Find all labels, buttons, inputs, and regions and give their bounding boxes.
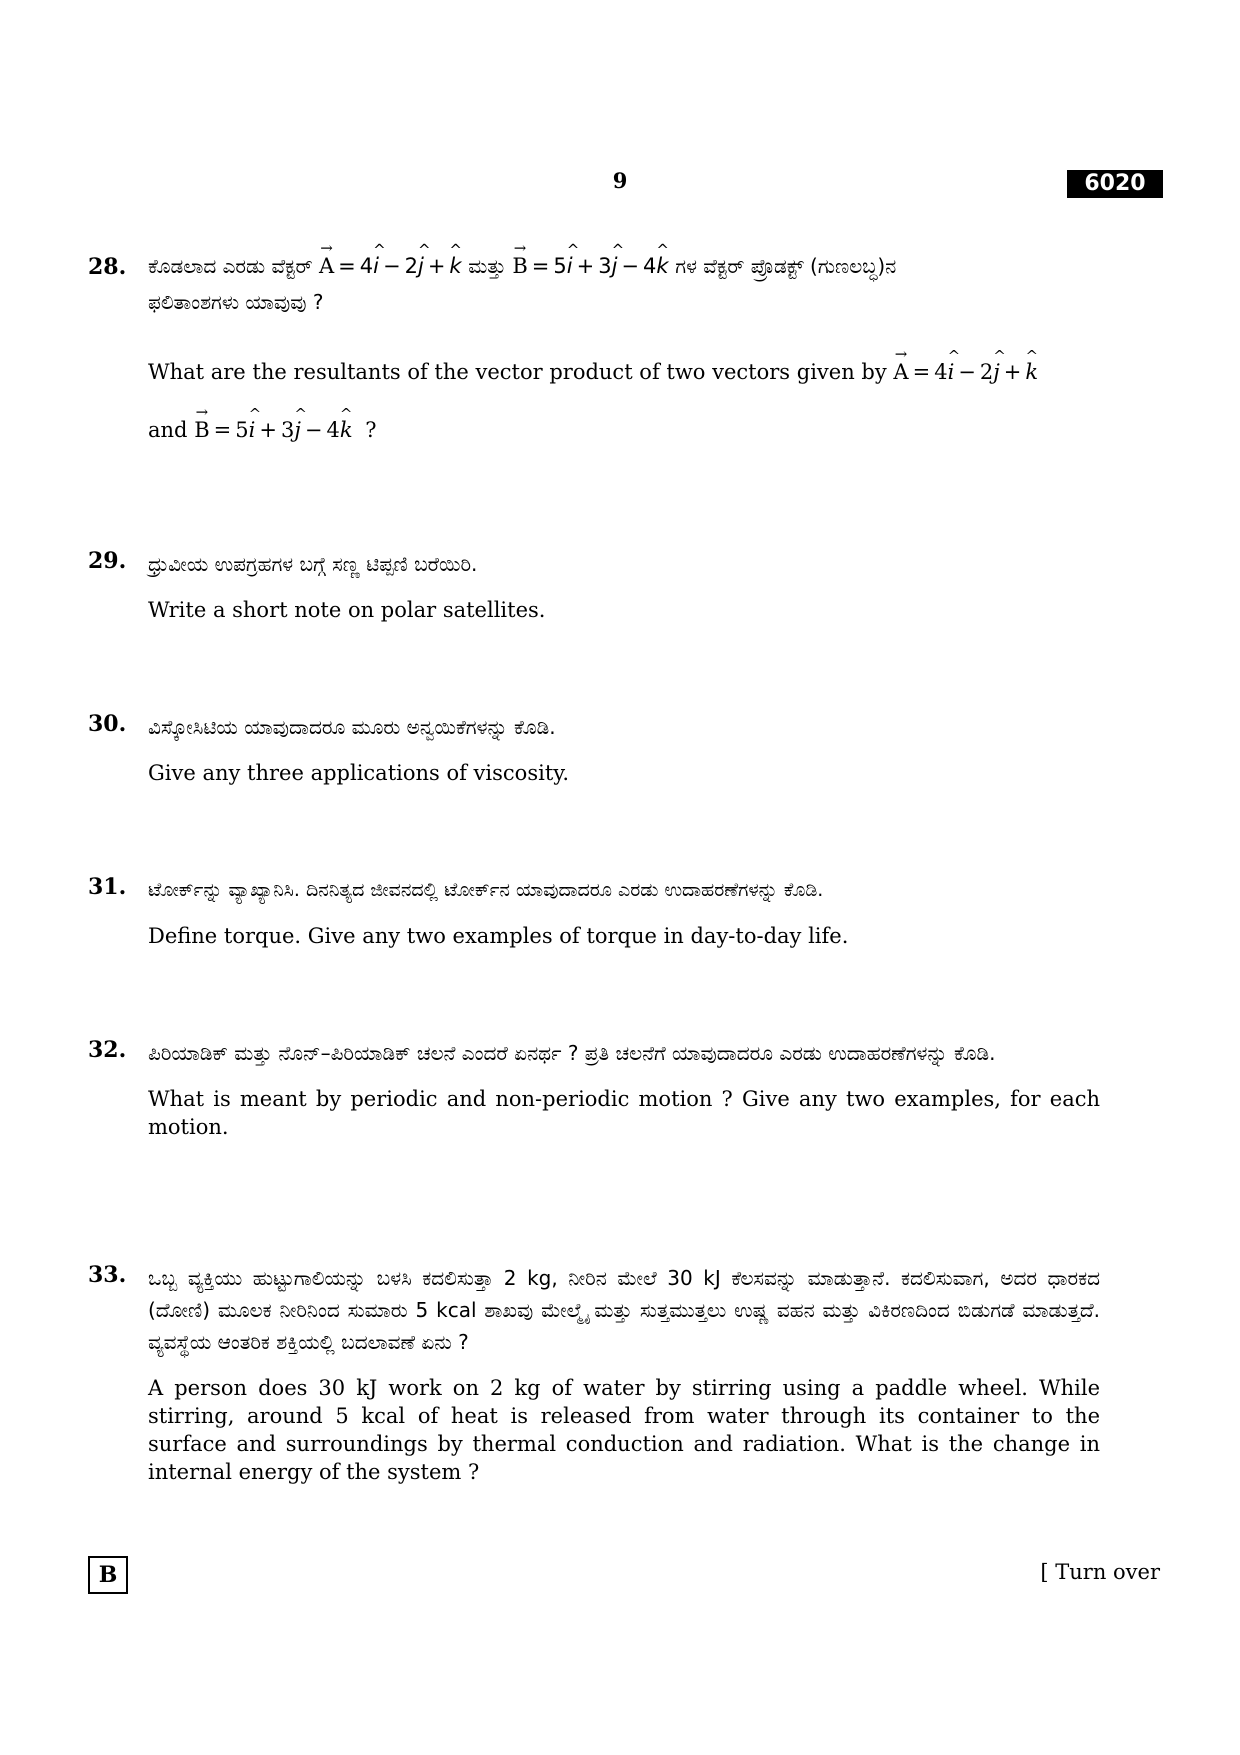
question-33 (88, 1262, 1100, 1486)
question-kannada: ಟೋರ್ಕ್‌ನ್ನು ವ್ಯಾಖ್ಯಾನಿಸಿ. ದಿನನಿತ್ಯದ ಜೀವನದಲ್ಲಿ ಟೋರ್ಕ್‌ನ ಯಾವುದಾದರೂ ಎರಡು ಉದಾಹರಣೆಗಳನ್ನು ಕೊಡಿ. (148, 879, 824, 901)
question-english-line2: and → B = 5 ^ i + 3 ^ j − 4 ^ k ? (148, 403, 377, 442)
question-english: Write a short note on polar satellites. (148, 598, 546, 622)
turn-over-label: [ Turn over (1040, 1560, 1160, 1584)
question-kannada: ಧ್ರುವೀಯ ಉಪಗ್ರಹಗಳ ಬಗ್ಗೆ ಸಣ್ಣ ಟಿಪ್ಪಣಿ ಬರೆಯಿರಿ. (148, 552, 478, 576)
question-kannada: ಪಿರಿಯಾಡಿಕ್ ಮತ್ತು ನೊನ್–ಪಿರಿಯಾಡಿಕ್ ಚಲನೆ ಎಂದರೆ ಏನರ್ಥ ? ಪ್ರತಿ ಚಲನೆಗೆ ಯಾವುದಾದರೂ ಎರಡು ಉದಾಹರಣೆಗಳನ್ನು ಕೊಡಿ. (148, 1041, 996, 1065)
booklet-code-box: B (88, 1556, 128, 1594)
vector-a-expression: → A = 4 ^ i − 2 ^ j + ^ k (893, 345, 1039, 384)
question-32 (88, 1037, 1100, 1141)
question-number: 31. (88, 874, 127, 900)
question-number: 33. (88, 1262, 127, 1288)
question-kannada: ಕೊಡಲಾದ ಎರಡು ವೆಕ್ಟರ್ → A = 4 ^ i − 2 ^ j + ^ k ಮತ್ತು → B = 5 ^ i + 3 ^ j − 4 ^ k ಗಳ ವೆಕ್ಟರ್ ಪ್ರೊಡಕ್ಟ್ (ಗುಣಲಬ್ಧ)ನ (148, 239, 897, 278)
question-29 (88, 548, 1100, 624)
question-english: What are the resultants of the vector product of two vectors given by → A = 4 ^ i − 2 ^ j + ^ k (148, 345, 1039, 384)
question-28 (88, 239, 1100, 444)
question-english: Give any three applications of viscosity. (148, 761, 570, 785)
question-number: 30. (88, 711, 127, 737)
question-kannada-line2: ಫಲಿತಾಂಶಗಳು ಯಾವುವು ? (148, 290, 324, 314)
question-number: 28. (88, 254, 127, 280)
question-31 (88, 874, 1100, 950)
vector-b-expression: → B = 5 ^ i + 3 ^ j − 4 ^ k (512, 239, 669, 278)
paper-code-badge: 6020 (1067, 170, 1163, 198)
vector-a-expression: → A = 4 ^ i − 2 ^ j + ^ k (318, 239, 462, 278)
question-30 (88, 711, 1100, 787)
page-number: 9 (612, 168, 628, 193)
question-kannada: ವಿಸ್ಕೋಸಿಟಿಯ ಯಾವುದಾದರೂ ಮೂರು ಅನ್ವಯಿಕೆಗಳನ್ನು ಕೊಡಿ. (148, 715, 556, 739)
question-kannada: ಒಬ್ಬ ವ್ಯಕ್ತಿಯು ಹುಟ್ಟುಗಾಲಿಯನ್ನು ಬಳಸಿ ಕದಲಿಸುತ್ತಾ 2 kg, ನೀರಿನ ಮೇಲೆ 30 kJ ಕೆಲಸವನ್ನು ಮಾಡುತ್ತಾನೆ. ಕದಲಿಸುವಾಗ, ಅದರ ಧಾರಕದ (ದೋಣಿ) ಮೂಲಕ ನೀರಿನಿಂದ ಸುಮಾರು 5 kcal ಶಾಖವು ಮೇಲ್ಮೈ ಮತ್ತು ಸುತ್ತಮುತ್ತಲು ಉಷ್ಣ ವಹನ ಮತ್ತು ವಿಕಿರಣದಿಂದ ಬಿಡುಗಡೆ ಮಾಡುತ್ತದೆ. ವ್ಯವಸ್ಥೆಯ ಆಂತರಿಕ ಶಕ್ತಿಯಲ್ಲಿ ಬದಲಾವಣೆ ಏನು ? (148, 1266, 1100, 1354)
question-english: Define torque. Give any two examples of torque in day-to-day life. (148, 924, 849, 948)
question-english: What is meant by periodic and non-periodic motion ? Give any two examples, for each motion. (148, 1087, 1100, 1139)
vector-b-expression: → B = 5 ^ i + 3 ^ j − 4 ^ k (194, 403, 353, 442)
question-number: 32. (88, 1037, 127, 1063)
question-number: 29. (88, 548, 127, 574)
question-english: A person does 30 kJ work on 2 kg of water by stirring using a paddle wheel. While stirring, around 5 kcal of heat is released from water through its container to the surface and surroundings by thermal conduction and radiation. What is the change in internal energy of the system ? (148, 1376, 1100, 1484)
